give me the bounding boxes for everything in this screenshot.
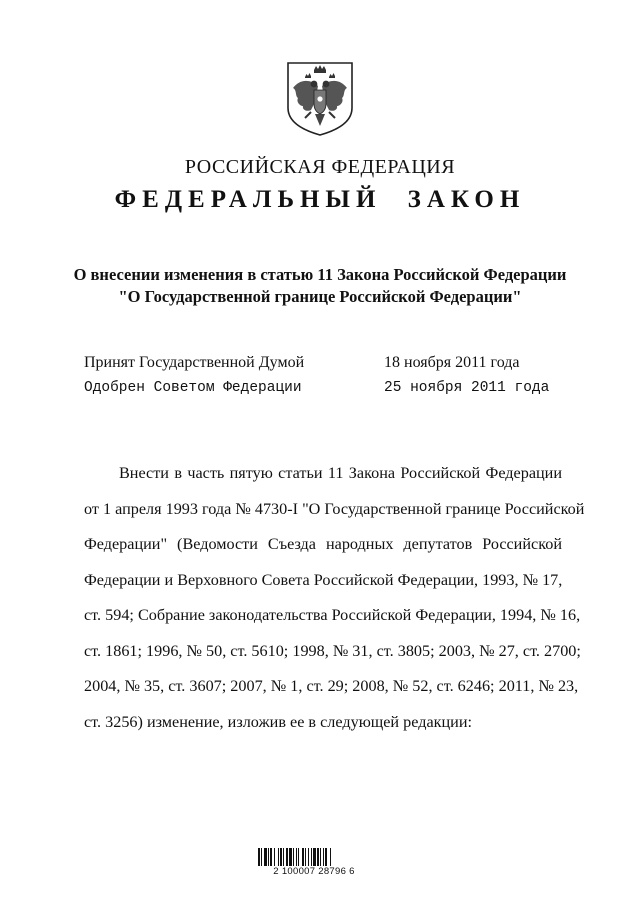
- law-title-line: "О Государственной границе Российской Федерации": [118, 287, 522, 306]
- body-line: Федерации и Верховного Совета Российской Федерации, 1993, № 17,: [84, 570, 563, 589]
- body-line: 2004, № 35, ст. 3607; 2007, № 1, ст. 29; 2008, № 52, ст. 6246; 2011, № 23,: [84, 677, 579, 695]
- law-title-line: О внесении изменения в статью 11 Закона Российской Федерации: [73, 265, 567, 284]
- approved-row: [84, 380, 564, 406]
- body-line: ст. 1861; 1996, № 50, ст. 5610; 1998, № 31, ст. 3805; 2003, № 27, ст. 2700;: [84, 641, 581, 660]
- approved-label: Одобрен Советом Федерации: [84, 380, 302, 396]
- body-line: от 1 апреля 1993 года № 4730-I "О Государственной границе Российской: [84, 499, 585, 518]
- law-body-paragraph: [84, 456, 585, 740]
- adoption-block: [84, 354, 564, 406]
- body-line: Федерации" (Ведомости Съезда народных депутатов Российской: [84, 535, 562, 553]
- body-line: ст. 3256) изменение, изложив ее в следующей редакции:: [84, 712, 472, 731]
- law-title: [0, 264, 640, 308]
- barcode-number: 2 100007 28796 6: [252, 866, 376, 877]
- approved-date: 25 ноября 2011 года: [384, 380, 550, 396]
- adopted-date: 18 ноября 2011 года: [384, 354, 520, 371]
- country-heading: РОССИЙСКАЯ ФЕДЕРАЦИЯ: [184, 156, 456, 178]
- adopted-label: Принят Государственной Думой: [84, 354, 305, 371]
- document-type-heading: ФЕДЕРАЛЬНЫЙ ЗАКОН: [114, 186, 526, 213]
- adopted-row: [84, 354, 564, 380]
- body-line: ст. 594; Собрание законодательства Российской Федерации, 1994, № 16,: [84, 606, 581, 624]
- russian-coat-of-arms-icon: [285, 60, 355, 138]
- body-line: Внести в часть пятую статьи 11 Закона Российской Федерации: [119, 464, 562, 482]
